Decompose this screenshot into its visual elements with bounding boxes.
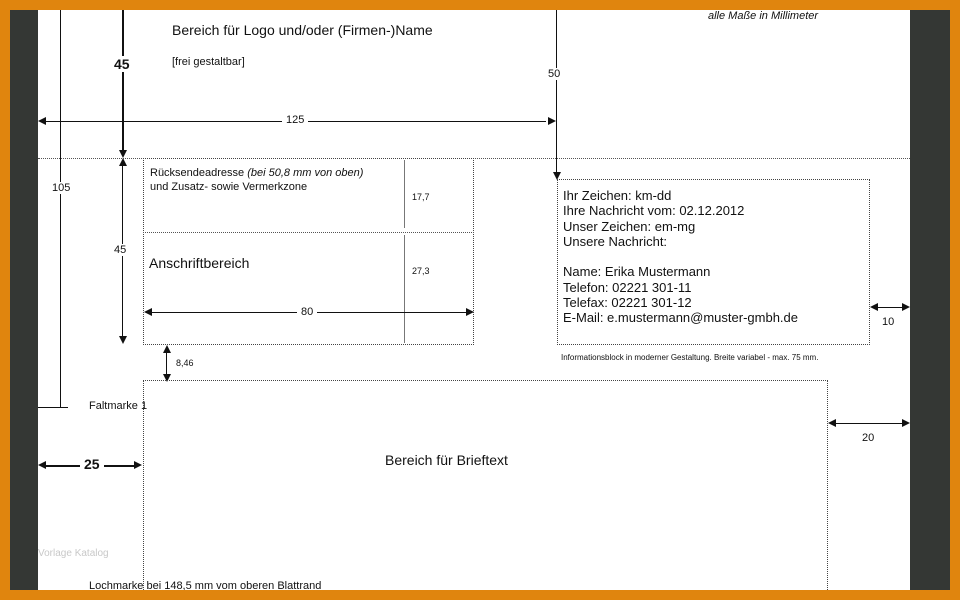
logo-area-title: Bereich für Logo und/oder (Firmen-)Name	[172, 22, 433, 38]
address-area-label: Anschriftbereich	[149, 255, 250, 271]
dim-125-arrow-left	[38, 117, 46, 125]
dim-50-line	[556, 10, 557, 172]
dim-10-arrow-left	[870, 303, 878, 311]
dim-17-7-line	[404, 160, 405, 228]
dim-50-label: 50	[544, 68, 564, 80]
dim-80-arrow-right	[466, 308, 474, 316]
return-address-line1: Rücksendeadresse	[150, 167, 245, 179]
fold-mark-label: Faltmarke 1	[89, 400, 148, 412]
dim-8-46-arrow-up	[163, 345, 171, 353]
dim-20-label: 20	[862, 432, 875, 444]
dim-25-arrow-left	[38, 461, 46, 469]
letter-paper	[38, 10, 910, 590]
dim-25-label: 25	[80, 456, 104, 472]
right-dark-border	[910, 10, 950, 590]
dim-45-left-arrow-up	[119, 158, 127, 166]
dim-125-label: 125	[282, 114, 308, 126]
info-block-line: Telefax: 02221 301-12	[563, 295, 692, 311]
dim-20-line	[834, 423, 902, 424]
info-block-line: Name: Erika Mustermann	[563, 264, 711, 280]
dim-10-line	[876, 307, 902, 308]
info-block-line: Ihre Nachricht vom: 02.12.2012	[563, 203, 745, 219]
dim-17-7-label: 17,7	[412, 192, 430, 202]
dim-8-46-label: 8,46	[176, 358, 194, 368]
dim-105-label: 105	[48, 182, 74, 194]
units-note: alle Maße in Millimeter	[708, 10, 819, 22]
dim-27-3-label: 27,3	[412, 266, 430, 276]
dim-27-3-line	[404, 235, 405, 343]
dim-125-arrow-right	[548, 117, 556, 125]
dim-105-line	[60, 10, 61, 408]
fold-mark-tick	[38, 407, 68, 408]
dim-25-arrow-right	[134, 461, 142, 469]
dim-10-label: 10	[882, 316, 895, 328]
info-block-line: Telefon: 02221 301-11	[563, 279, 692, 295]
dim-45-left-arrow-down	[119, 336, 127, 344]
dim-20-arrow-left	[828, 419, 836, 427]
dim-20-arrow-right	[902, 419, 910, 427]
dim-45-top-label: 45	[110, 56, 134, 72]
dim-45-left-label: 45	[110, 244, 130, 256]
dim-80-label: 80	[297, 306, 317, 318]
info-block-line: E-Mail: e.mustermann@muster-gmbh.de	[563, 310, 798, 326]
watermark-text: Vorlage Katalog	[38, 548, 109, 559]
return-address-divider	[143, 232, 474, 233]
dim-10-arrow-right	[902, 303, 910, 311]
letter-body-box	[143, 380, 828, 590]
info-block-lines	[563, 188, 798, 326]
logo-area-subtitle: [frei gestaltbar]	[172, 56, 245, 68]
left-dark-border	[10, 10, 38, 590]
info-block-line	[563, 249, 798, 264]
return-address-line2: und Zusatz- sowie Vermerkzone	[150, 181, 308, 193]
punch-mark-label: Lochmarke bei 148,5 mm vom oberen Blattrand	[89, 580, 322, 590]
info-block-line: Unser Zeichen: em-mg	[563, 218, 696, 234]
dim-45-top-arrow	[119, 150, 127, 158]
letter-body-label: Bereich für Brieftext	[385, 452, 508, 468]
return-address-line1-italic: (bei 50,8 mm von oben)	[247, 167, 364, 179]
info-block-line: Unsere Nachricht:	[563, 233, 668, 249]
return-address-label	[150, 167, 363, 179]
info-block-caption: Informationsblock in moderner Gestaltung. Breite variabel - max. 75 mm.	[561, 353, 819, 362]
dim-80-arrow-left	[144, 308, 152, 316]
dim-45-top-line	[122, 10, 124, 150]
info-block-line: Ihr Zeichen: km-dd	[563, 188, 672, 203]
